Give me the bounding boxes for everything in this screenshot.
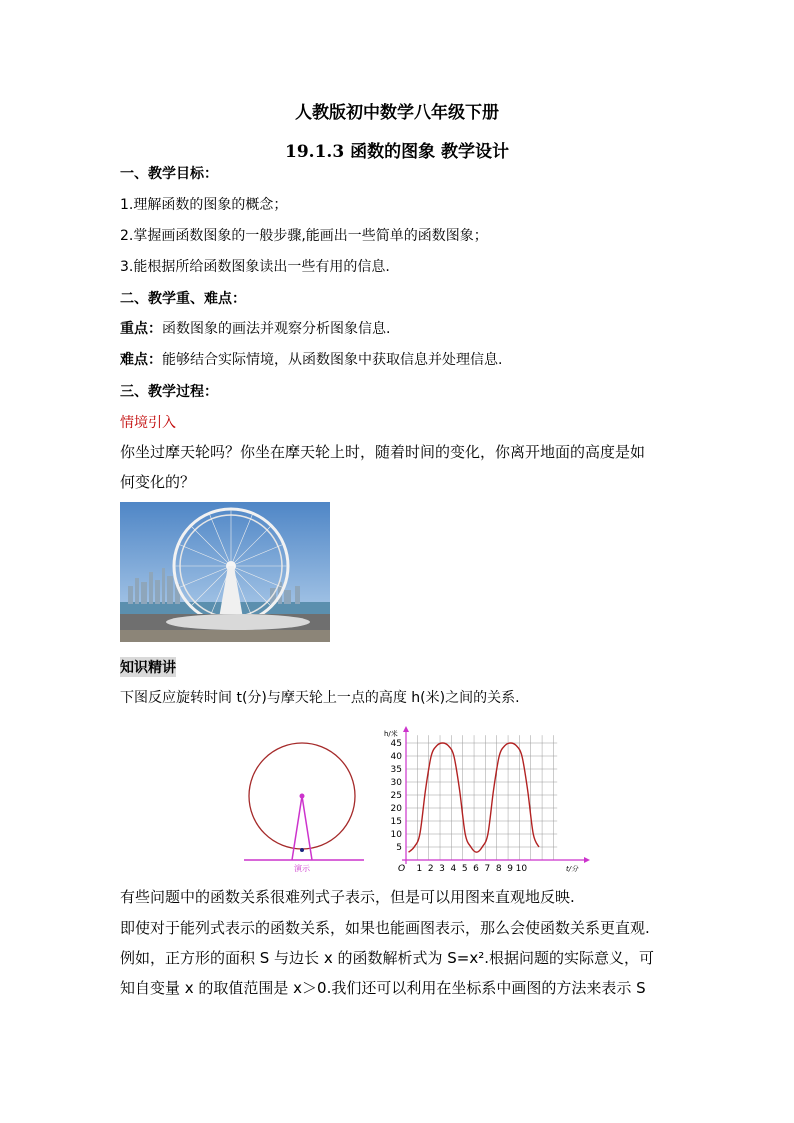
goal-item: 2.掌握画函数图象的一般步骤,能画出一些简单的函数图象； bbox=[120, 228, 488, 244]
y-tick-label: 30 bbox=[390, 778, 402, 788]
goal-item: 3.能根据所给函数图象读出一些有用的信息. bbox=[120, 259, 390, 275]
paragraph-line: 即使对于能列式表示的函数关系，如果也能画图表示，那么会使函数关系更直观. bbox=[120, 919, 650, 937]
x-axis-arrow bbox=[584, 857, 590, 863]
chart-grid bbox=[406, 735, 557, 860]
question-line: 你坐过摩天轮吗？你坐在摩天轮上时，随着时间的变化，你离开地面的高度是如 bbox=[120, 443, 646, 461]
relation-text: 下图反应旋转时间 t(分)与摩天轮上一点的高度 h(米)之间的关系. bbox=[120, 690, 520, 706]
rider-dot bbox=[300, 848, 304, 852]
paragraph-line: 有些问题中的函数关系很难列式子表示，但是可以用图来直观地反映. bbox=[120, 888, 575, 906]
ferris-wheel-photo bbox=[120, 502, 330, 642]
difficulty-line bbox=[120, 349, 502, 369]
y-tick-label: 10 bbox=[390, 830, 402, 840]
difficulty-label: 难点： bbox=[120, 352, 162, 368]
y-tick-label: 20 bbox=[390, 804, 402, 814]
x-tick-label: 5 bbox=[461, 864, 468, 874]
height-time-chart bbox=[380, 722, 592, 874]
key-point-text: 函数图象的画法并观察分析图象信息. bbox=[162, 321, 391, 337]
x-tick-label: 2 bbox=[427, 864, 434, 874]
y-tick-label: 5 bbox=[396, 843, 402, 853]
paragraph-line: 例如，正方形的面积 S 与边长 x 的函数解析式为 S=x².根据问题的实际意义，可 bbox=[120, 949, 654, 967]
x-tick-label: 3 bbox=[439, 864, 445, 874]
x-tick-label: 6 bbox=[473, 864, 479, 874]
origin-label: O bbox=[398, 864, 406, 874]
x-tick-label: 9 bbox=[507, 864, 513, 874]
paragraph-line: 知自变量 x 的取值范围是 x＞0.我们还可以利用在坐标系中画图的方法来表示 S bbox=[120, 979, 646, 997]
question-line: 何变化的？ bbox=[120, 473, 196, 491]
base-label: 演示 bbox=[294, 864, 310, 873]
y-tick-label: 15 bbox=[390, 817, 402, 827]
key-point-line bbox=[120, 318, 390, 338]
x-axis-label: t/分 bbox=[566, 865, 579, 873]
y-tick-label: 25 bbox=[390, 791, 402, 801]
x-tick-label: 1 bbox=[416, 864, 423, 874]
knowledge-label: 知识精讲 bbox=[120, 657, 176, 677]
section-heading-process: 三、教学过程： bbox=[120, 384, 218, 400]
y-tick-label: 45 bbox=[390, 739, 402, 749]
y-axis-arrow bbox=[403, 726, 409, 732]
ferris-wheel-diagram bbox=[242, 722, 368, 874]
x-tick-label: 7 bbox=[484, 864, 491, 874]
document-subtitle: 19.1.3 函数的图象 教学设计 bbox=[285, 142, 509, 162]
y-tick-label: 35 bbox=[390, 765, 402, 775]
x-tick-label: 8 bbox=[495, 864, 502, 874]
key-point-label: 重点： bbox=[120, 321, 162, 337]
chart-labels bbox=[384, 729, 579, 874]
difficulty-text: 能够结合实际情境，从函数图象中获取信息并处理信息. bbox=[162, 352, 503, 368]
goal-item: 1.理解函数的图象的概念； bbox=[120, 197, 288, 213]
x-tick-label: 4 bbox=[450, 864, 457, 874]
intro-label: 情境引入 bbox=[120, 415, 176, 431]
hub-dot bbox=[300, 794, 305, 799]
x-tick-label: 10 bbox=[515, 864, 528, 874]
y-axis-label: h/米 bbox=[384, 730, 398, 738]
section-heading-goals: 一、教学目标： bbox=[120, 166, 218, 182]
document-title: 人教版初中数学八年级下册 bbox=[295, 103, 499, 123]
y-tick-label: 40 bbox=[390, 752, 402, 762]
section-heading-keypoints: 二、教学重、难点： bbox=[120, 291, 246, 307]
